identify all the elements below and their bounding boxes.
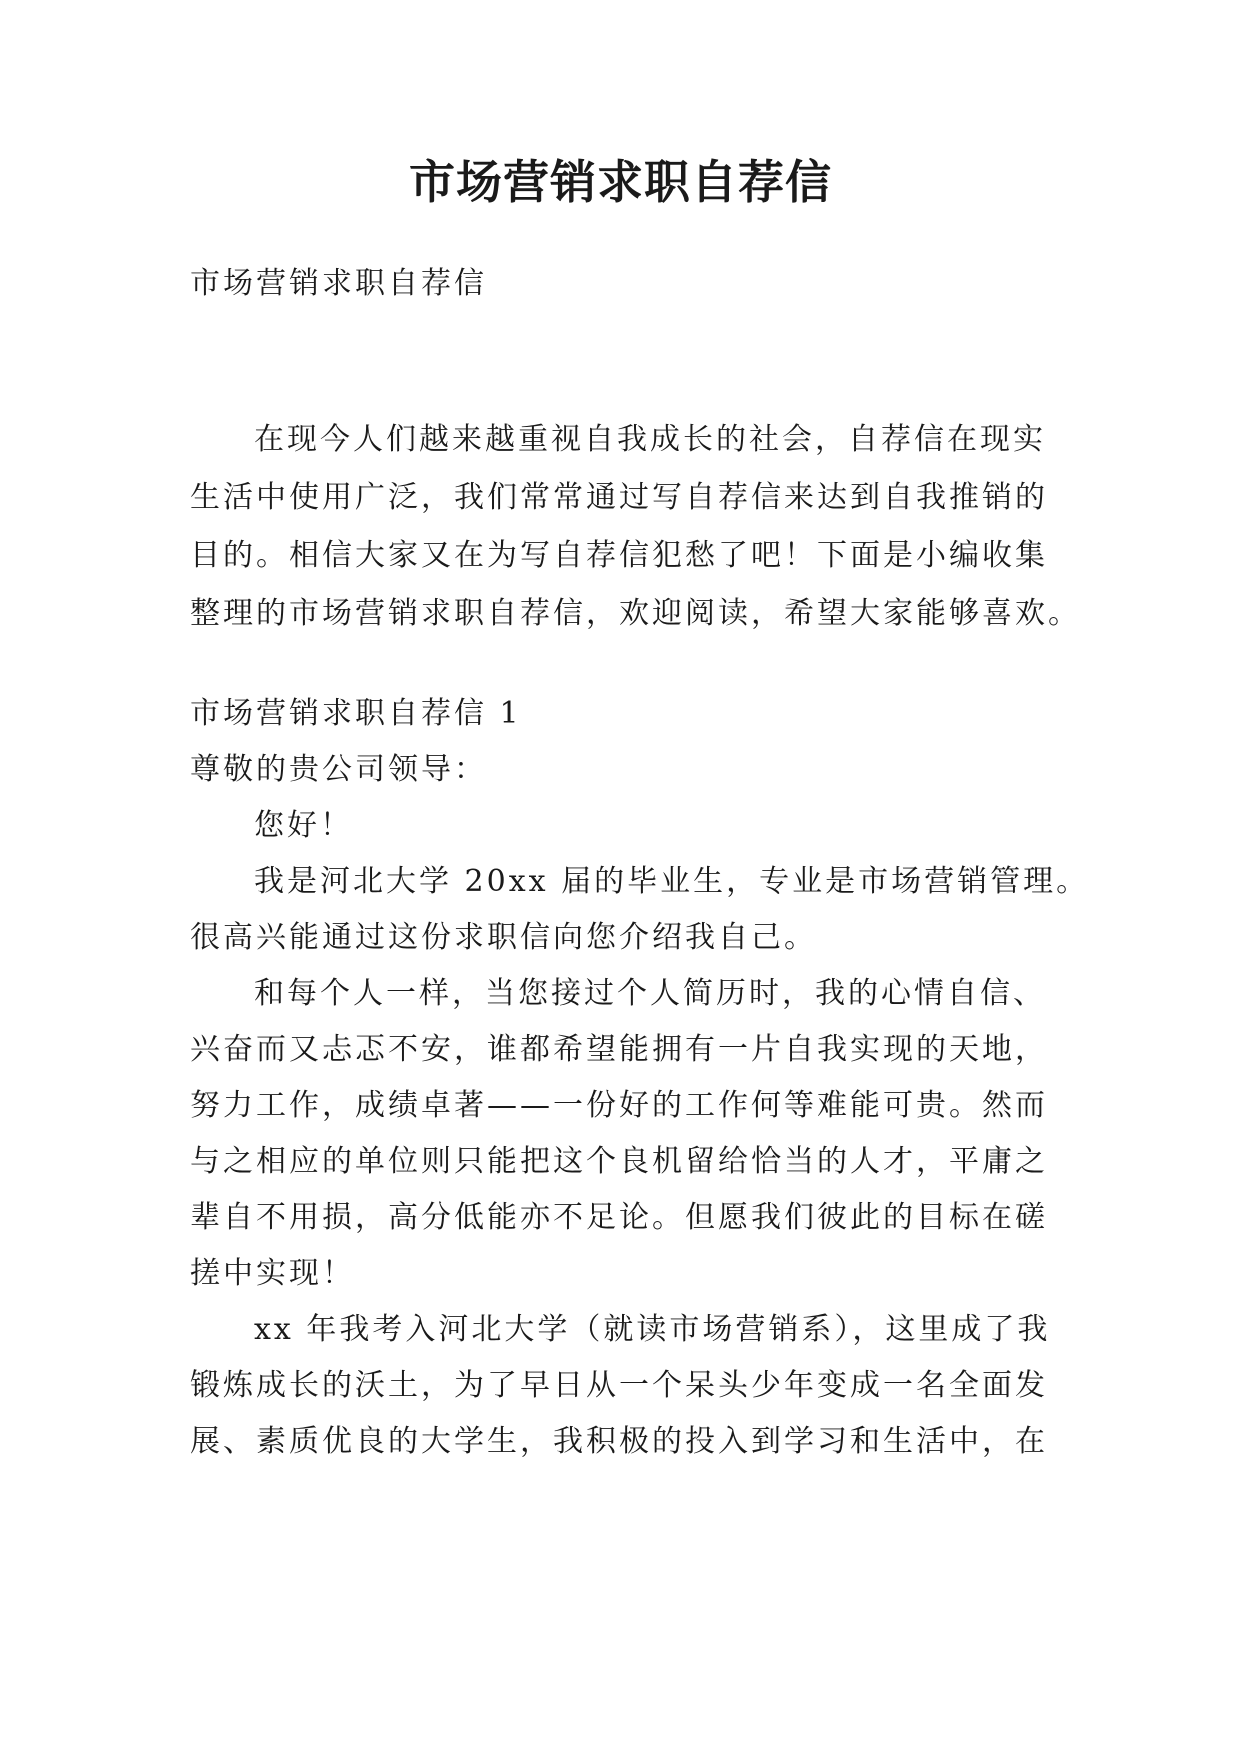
paragraph-line: 搓中实现！ (190, 1256, 355, 1291)
section-heading: 市场营销求职自荐信 1 (190, 696, 522, 731)
intro-line: 生活中使用广泛，我们常常通过写自荐信来达到自我推销的 (190, 480, 1048, 515)
paragraph-line: 辈自不用损，高分低能亦不足论。但愿我们彼此的目标在磋 (190, 1200, 1048, 1235)
document-subtitle: 市场营销求职自荐信 (190, 266, 487, 301)
intro-line: 目的。相信大家又在为写自荐信犯愁了吧！下面是小编收集 (190, 538, 1048, 573)
intro-line: 在现今人们越来越重视自我成长的社会，自荐信在现实 (254, 422, 1046, 457)
paragraph-line: 和每个人一样，当您接过个人简历时，我的心情自信、 (254, 976, 1046, 1011)
document-title: 市场营销求职自荐信 (409, 155, 832, 209)
paragraph-line: 努力工作，成绩卓著——一份好的工作何等难能可贵。然而 (190, 1088, 1048, 1123)
paragraph-line: 兴奋而又忐忑不安，谁都希望能拥有一片自我实现的天地， (190, 1032, 1048, 1067)
intro-line: 整理的市场营销求职自荐信，欢迎阅读，希望大家能够喜欢。 (190, 596, 1081, 631)
paragraph-line: xx 年我考入河北大学（就读市场营销系），这里成了我 (254, 1312, 1051, 1347)
paragraph-line: 很高兴能通过这份求职信向您介绍我自己。 (190, 920, 817, 955)
paragraph-line: 我是河北大学 20xx 届的毕业生，专业是市场营销管理。 (254, 864, 1090, 899)
salutation: 尊敬的贵公司领导： (190, 752, 487, 787)
paragraph-line: 与之相应的单位则只能把这个良机留给恰当的人才，平庸之 (190, 1144, 1048, 1179)
greeting: 您好！ (254, 808, 353, 843)
paragraph-line: 锻炼成长的沃土，为了早日从一个呆头少年变成一名全面发 (190, 1368, 1048, 1403)
paragraph-line: 展、素质优良的大学生，我积极的投入到学习和生活中，在 (190, 1424, 1048, 1459)
